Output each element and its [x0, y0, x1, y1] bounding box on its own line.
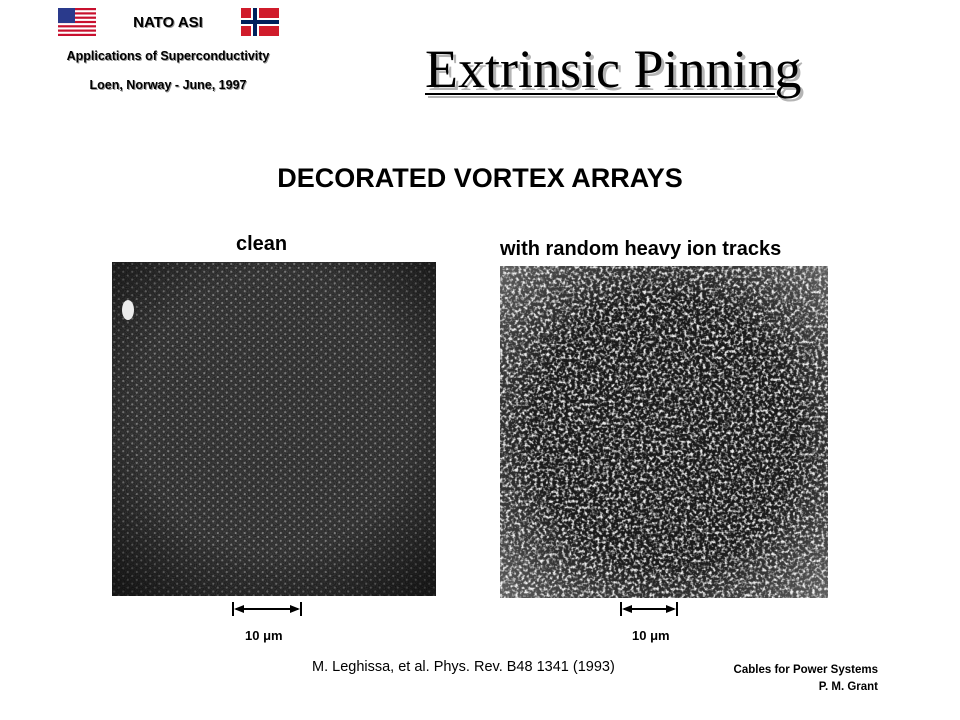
- micrograph-ion-tracks: [500, 266, 828, 598]
- footer: [734, 662, 878, 696]
- scale-bar-left: [232, 601, 302, 617]
- scale-bar-right: [620, 601, 678, 617]
- defect-spot: [122, 300, 134, 320]
- panel-label-clean: clean: [236, 233, 288, 255]
- conference-subtitle: Applications of Superconductivity: [66, 49, 270, 63]
- scale-label-right: 10 μm: [632, 628, 670, 643]
- footer-line-title: Cables for Power Systems: [733, 664, 878, 676]
- section-heading: DECORATED VORTEX ARRAYS: [277, 163, 683, 193]
- panel-label-ion-tracks: with random heavy ion tracks: [500, 238, 782, 260]
- citation: M. Leghissa, et al. Phys. Rev. B48 1341 (1993): [312, 659, 615, 675]
- slide-title: Extrinsic Pinning: [425, 39, 802, 99]
- conference-location: Loen, Norway - June, 1997: [89, 78, 247, 92]
- micrograph-clean: [112, 262, 436, 596]
- conference-title: NATO ASI: [133, 14, 203, 31]
- footer-line-author: P. M. Grant: [818, 681, 878, 693]
- scale-label-left: 10 μm: [245, 628, 283, 643]
